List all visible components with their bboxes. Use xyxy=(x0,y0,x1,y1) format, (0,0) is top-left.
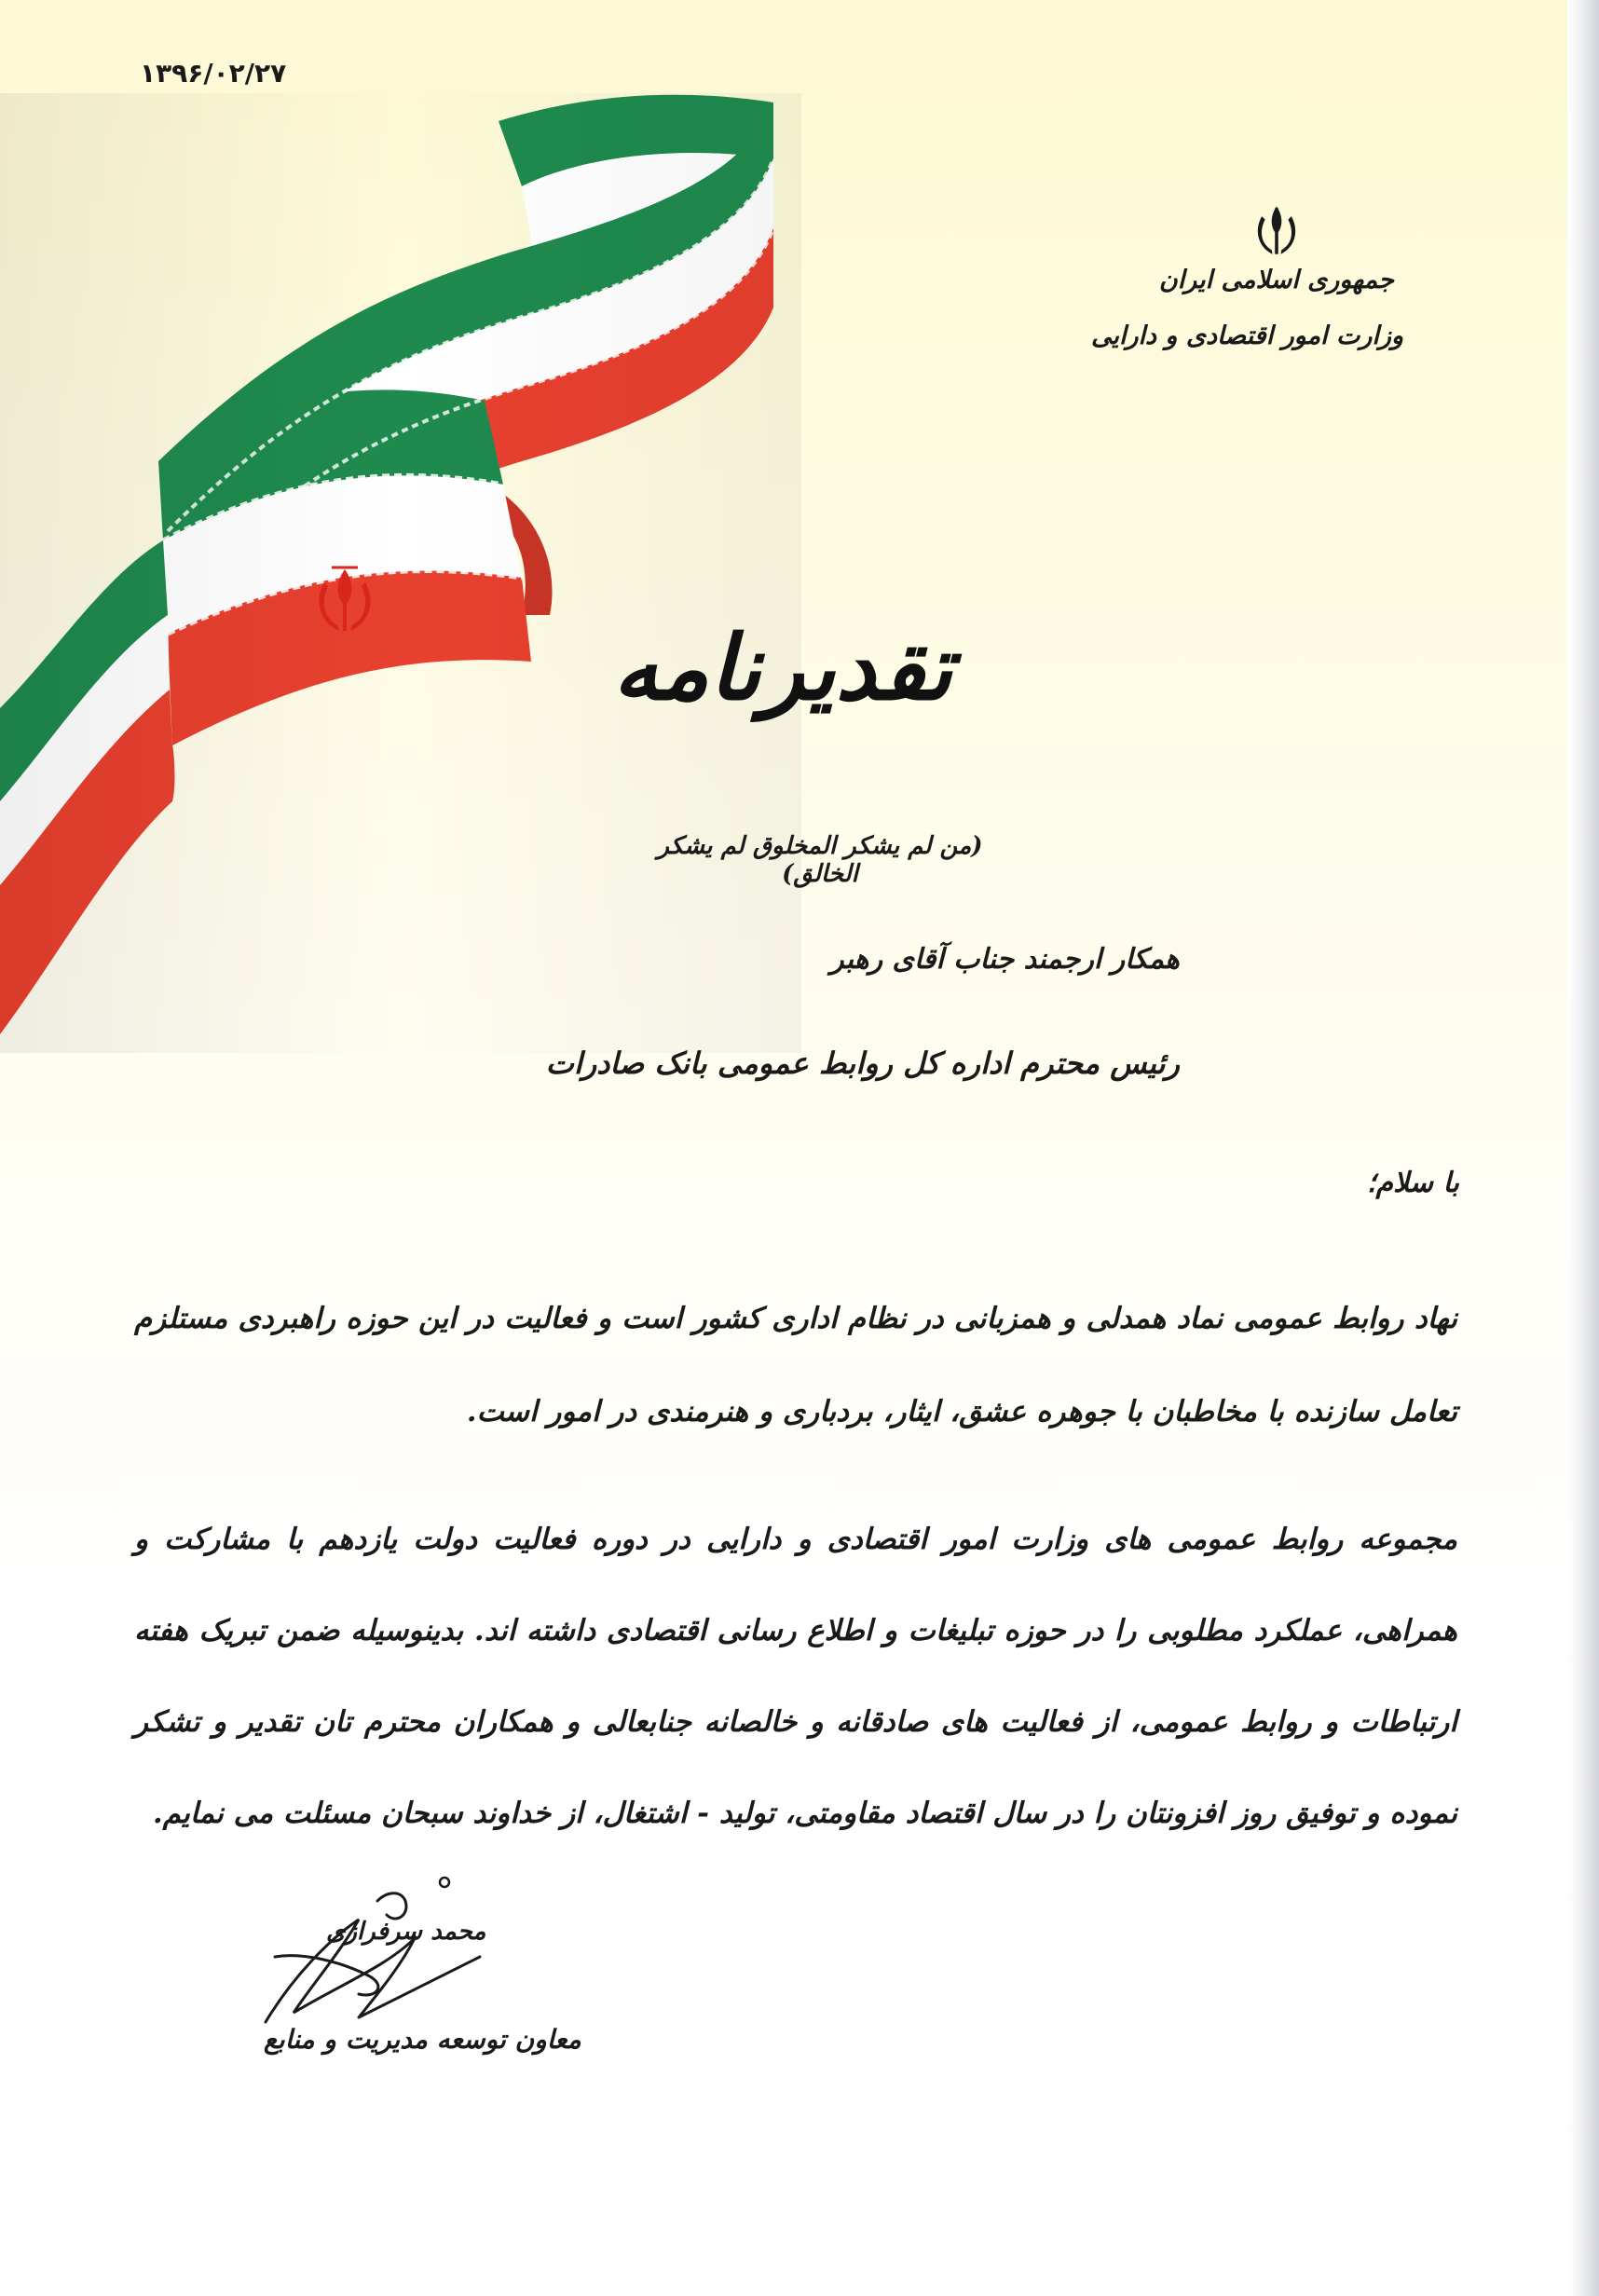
iran-emblem-icon xyxy=(1249,203,1305,259)
greeting: با سلام؛ xyxy=(1366,1167,1459,1199)
signatory-title: معاون توسعه مدیریت و منابع xyxy=(264,2024,581,2055)
scan-edge xyxy=(1567,0,1599,2296)
recipient-position: رئیس محترم اداره کل روابط عمومی بانک صادرات xyxy=(545,1046,1180,1081)
body-paragraph-1: نهاد روابط عمومی نماد همدلی و همزبانی در نظام اداری کشور است و فعالیت در این حوزه راهبردی مستلزم تعامل سازنده با مخاطبان با جوهره عشق، ایثار، بردباری و هنرمندی در امور است. xyxy=(134,1302,1457,1428)
quote-line: (من لم یشکر المخلوق لم یشکر الخالق) xyxy=(657,832,983,888)
recipient-name: همکار ارجمند جناب آقای رهبر xyxy=(830,943,1180,976)
body-paragraph-2: مجموعه روابط عمومی های وزارت امور اقتصادی و دارایی در دوره فعالیت دولت یازدهم با مشارکت و همراهی، عملکرد مطلوبی را در حوزه تبلیغات و اطلاع رسانی اقتصادی داشته اند. بدینوسیله ضمن تبریک هفته ارتباطات و روابط عمومی، از فعالیت های صادقانه و خالصانه جنابعالی و همکاران محترم تان تقدیر و تشکر نموده و توفیق روز افزونتان را در سال اقتصاد مقاومتی، تولید - اشتغال، از خداوند سبحان مسئلت می نمایم. xyxy=(134,1523,1457,1830)
certificate-title: تقدیرنامه xyxy=(612,615,953,720)
header-country: جمهوری اسلامی ایران xyxy=(1158,266,1394,294)
flag-ribbon-graphic xyxy=(0,93,801,1053)
document-date: ۱۳۹۶/۰۲/۲۷ xyxy=(140,58,287,89)
header-ministry: وزارت امور اقتصادی و دارایی xyxy=(1090,321,1403,350)
signatory-name: محمد سرفرازی xyxy=(326,1918,486,1946)
